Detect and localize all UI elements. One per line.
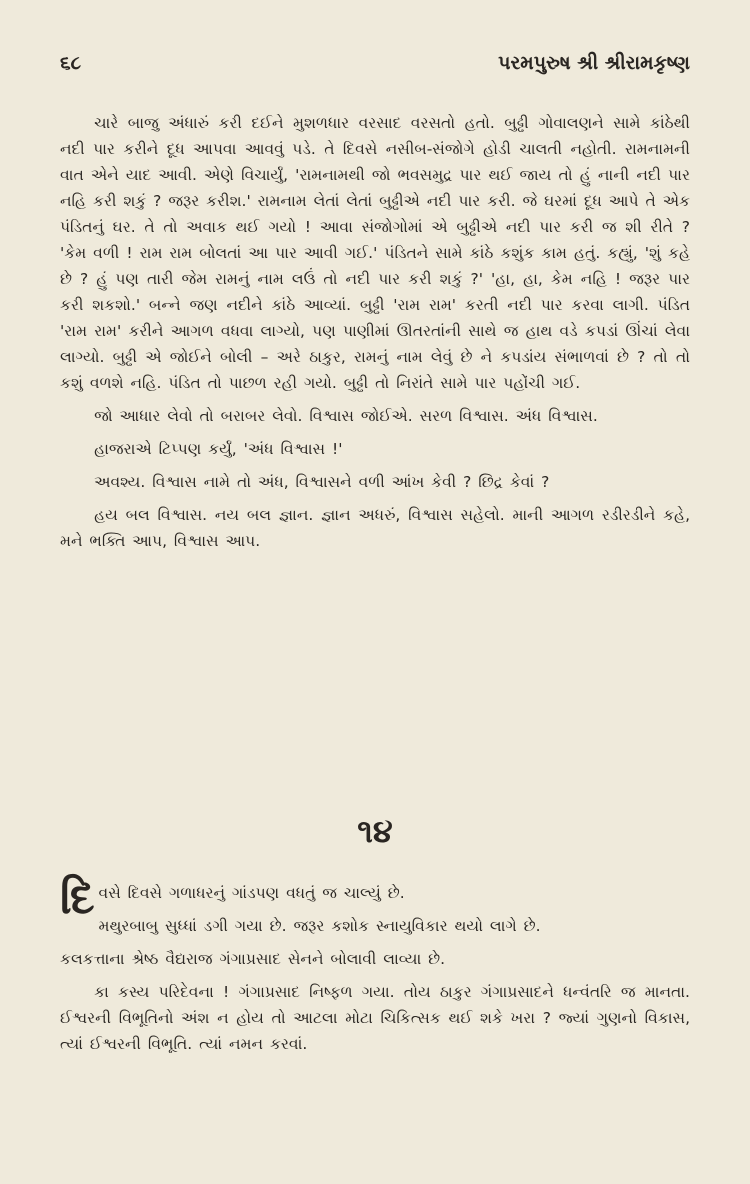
running-title: પરમપુરુષ શ્રી શ્રીરામકૃષ્ણ bbox=[498, 52, 690, 74]
paragraph: મથુરબાબુ સુધ્ધાં ડગી ગયા છે. જરૂર કશોક સ્નાયુવિકાર થયો લાગે છે. bbox=[98, 917, 541, 935]
paragraph: જો આધાર લેવો તો બરાબર લેવો. વિશ્વાસ જોઈએ. સરળ વિશ્વાસ. અંધ વિશ્વાસ. bbox=[94, 407, 598, 425]
paragraph: અવશ્ય. વિશ્વાસ નામે તો અંધ, વિશ્વાસને વળી આંખ કેવી ? છિદ્ર કેવાં ? bbox=[94, 473, 550, 491]
drop-cap: દિ bbox=[60, 873, 95, 924]
section-2-text bbox=[60, 873, 690, 1064]
page-header bbox=[60, 52, 690, 82]
page-number: ૬૮ bbox=[60, 52, 82, 74]
section-1-text bbox=[60, 110, 690, 561]
paragraph: હય બલ વિશ્વાસ. નય બલ જ્ઞાન. જ્ઞાન અધરું, વિશ્વાસ સહેલો. માની આગળ રડીરડીને કહે, મને ભક્તિ આપ, વિશ્વાસ આપ. bbox=[60, 506, 690, 550]
opening-paragraph bbox=[60, 873, 690, 924]
paragraph: કલકત્તાના શ્રેષ્ઠ વૈદ્યરાજ ગંગાપ્રસાદ સેનને બોલાવી લાવ્યા છે. bbox=[60, 950, 446, 968]
paragraph: કા કસ્ય પરિદેવના ! ગંગાપ્રસાદ નિષ્ફળ ગયા. તોય ઠાકુર ગંગાપ્રસાદને ધન્વંતરિ જ માનતા. ઈશ્વરની વિભૂતિનો અંશ ન હોય તો આટલા મોટા ચિકિત્સક થઈ શકે ખરા ? જ્યાં ગુણનો વિકાસ, ત્યાં ઈશ્વરની વિભૂતિ. ત્યાં નમન કરવાં. bbox=[60, 983, 690, 1053]
paragraph: ચારે બાજુ અંધારું કરી દઈને મુશળધાર વરસાદ વરસતો હતો. બુઢ્ઢી ગોવાલણને સામે કાંઠેથી નદી પાર કરીને દૂધ આપવા આવવું પડે. તે દિવસે નસીબ-સંજોગે હોડી ચાલતી નહોતી. રામનામની વાત એને યાદ આવી. એણે વિચાર્યું, 'રામનામથી જો ભવસમુદ્ર પાર થઈ જાય તો હું નાની નદી પાર નહિ કરી શકું ? જરૂર કરીશ.' રામનામ લેતાં લેતાં બુઢ્ઢીએ નદી પાર કરી. જે ઘરમાં દૂધ આપે તે એક પંડિતનું ઘર. તે તો અવાક થઈ ગયો ! આવા સંજોગોમાં એ બુઢ્ઢીએ નદી પાર કરી જ શી રીતે ? 'કેમ વળી ! રામ રામ બોલતાં આ પાર આવી ગઈ.' પંડિતને સામે કાંઠે કશુંક કામ હતું. કહ્યું, 'શું કહે છે ? હું પણ તારી જેમ રામનું નામ લઉં તો નદી પાર કરી શકું ?' 'હા, હા, કેમ નહિ ! જરૂર પાર કરી શકશો.' બન્ને જણ નદીને કાંઠે આવ્યાં. બુઢ્ઢી 'રામ રામ' કરતી નદી પાર કરવા લાગી. પંડિત 'રામ રામ' કરીને આગળ વધવા લાગ્યો, પણ પાણીમાં ઊતરતાંની સાથે જ હાથ વડે કપડાં ઊંચાં લેવા લાગ્યો. બુઢ્ઢી એ જોઈને બોલી – અરે ઠાકુર, રામનું નામ લેવું છે ને કપડાંય સંભાળવાં છે ? તો તો કશું વળશે નહિ. પંડિત તો પાછળ રહી ગયો. બુઢ્ઢી તો નિરાંતે સામે પાર પહોંચી ગઈ. bbox=[60, 114, 690, 392]
opening-text: વસે દિવસે ગળાધરનું ગાંડપણ વધતું જ ચાલ્યું છે. bbox=[98, 884, 405, 902]
chapter-number: ૧૪ bbox=[357, 812, 393, 850]
paragraph: હાજરાએ ટિપ્પણ કર્યું, 'અંધ વિશ્વાસ !' bbox=[94, 440, 343, 458]
